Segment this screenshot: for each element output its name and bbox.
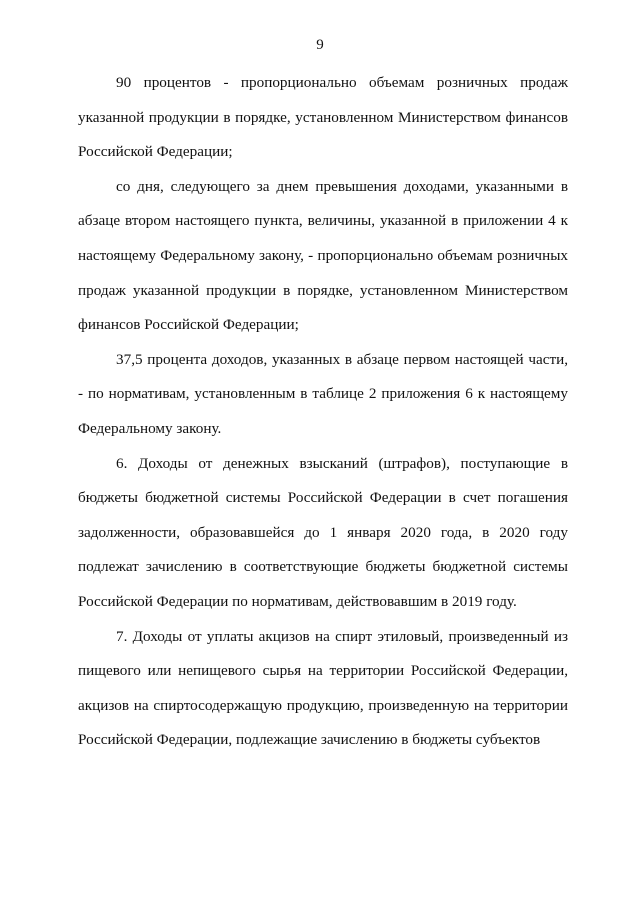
- paragraph-1: 90 процентов - пропорционально объемам розничных продаж указанной продукции в порядке, установленном Министерством финансов Российской Федерации;: [78, 74, 568, 161]
- page-number: 9: [316, 37, 324, 53]
- paragraph-4: 6. Доходы от денежных взысканий (штрафов), поступающие в бюджеты бюджетной системы Российской Федерации в счет погашения задолженности, образовавшейся до 1 января 2020 года, в 2020 году подлежат зачислению в соответствующие бюджеты бюджетной системы Российской Федерации по нормативам, действовавшим в 2019 году.: [78, 454, 568, 610]
- document-body: [78, 66, 568, 758]
- paragraph-3: 37,5 процента доходов, указанных в абзаце первом настоящей части, - по нормативам, установленным в таблице 2 приложения 6 к настоящему Федеральному закону.: [78, 350, 568, 437]
- paragraph-2: со дня, следующего за днем превышения доходами, указанными в абзаце втором настоящего пункта, величины, указанной в приложении 4 к настоящему Федеральному закону, - пропорционально объемам розничных продаж указанной продукции в порядке, установленном Министерством финансов Российской Федерации;: [78, 177, 568, 334]
- paragraph-5: 7. Доходы от уплаты акцизов на спирт этиловый, произведенный из пищевого или непищевого сырья на территории Российской Федерации, акцизов на спиртосодержащую продукцию, произведенную на территории Российской Федерации, подлежащие зачислению в бюджеты субъектов: [78, 627, 568, 749]
